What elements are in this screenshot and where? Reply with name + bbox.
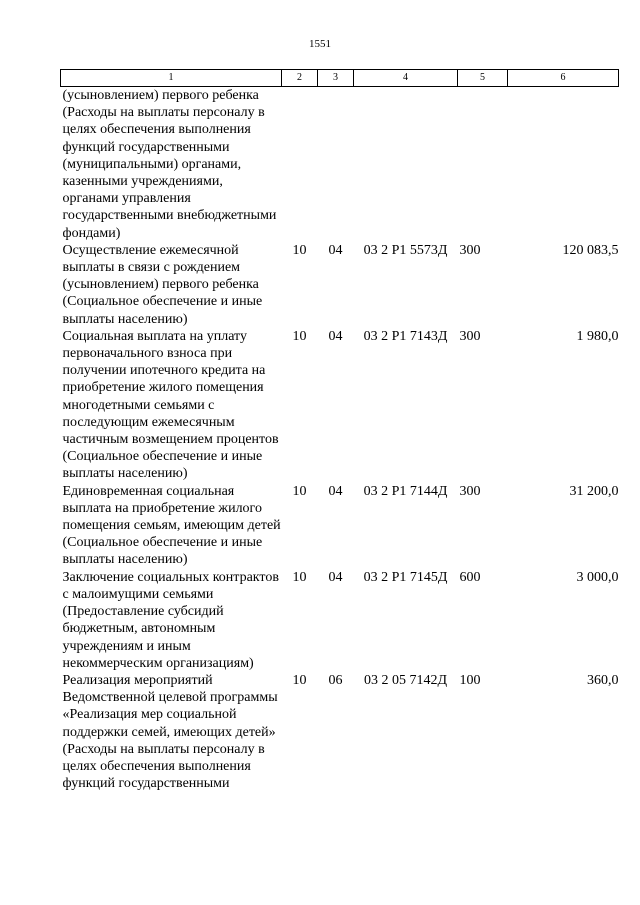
table-row — [61, 87, 619, 242]
budget-table — [60, 69, 619, 792]
row-podrazdel: 04 — [328, 569, 343, 585]
row-csr: 03 2 P1 7145Д — [363, 569, 448, 585]
row-vr: 100 — [459, 672, 481, 688]
row-podrazdel: 06 — [328, 672, 343, 688]
row-name: (усыновлением) первого ребенка (Расходы на выплаты персоналу в целях обеспечения выполнения функций государственными (муниципальными) органами, казенными учреждениями, органами управления государственными внебюджетными фондами) — [62, 88, 277, 241]
table-row — [61, 672, 619, 792]
row-amount — [508, 87, 619, 242]
row-amount: 360,0 — [587, 672, 619, 688]
row-podrazdel: 04 — [328, 242, 343, 258]
row-razdel: 10 — [292, 672, 307, 688]
header-col-5: 5 — [458, 70, 508, 87]
header-col-1: 1 — [61, 70, 282, 87]
row-razdel: 10 — [292, 569, 307, 585]
row-amount: 31 200,0 — [569, 483, 619, 499]
row-amount: 120 083,5 — [562, 242, 619, 258]
row-name: Социальная выплата на уплату первоначального взноса при получении ипотечного кредита на приобретение жилого помещения многодетными семьями с последующим ежемесячным частичным возмещением процентов (Социальное обеспечение и иные выплаты населению) — [62, 328, 279, 482]
header-col-3: 3 — [318, 70, 354, 87]
row-vr: 600 — [459, 569, 481, 585]
header-col-2: 2 — [282, 70, 318, 87]
table-row — [61, 569, 619, 672]
row-name: Единовременная социальная выплата на приобретение жилого помещения семьям, имеющим детей (Социальное обеспечение и иные выплаты населению) — [62, 483, 281, 568]
row-podrazdel — [318, 87, 354, 242]
row-podrazdel: 04 — [328, 483, 343, 499]
row-vr: 300 — [459, 242, 481, 258]
table-row — [61, 483, 619, 569]
row-vr: 300 — [459, 483, 481, 499]
table-header — [61, 70, 619, 87]
row-csr: 03 2 P1 7143Д — [363, 328, 448, 344]
row-amount: 1 980,0 — [576, 328, 619, 344]
table-row — [61, 328, 619, 483]
row-vr — [458, 87, 508, 242]
header-row — [61, 70, 619, 87]
header-col-4: 4 — [354, 70, 458, 87]
page-number: 1551 — [309, 38, 331, 50]
row-razdel: 10 — [292, 483, 307, 499]
row-name: Заключение социальных контрактов с малоимущими семьями (Предоставление субсидий бюджетным, автономным учреждениям и иным некоммерческим организациям) — [62, 569, 279, 671]
row-csr: 03 2 05 7142Д — [363, 672, 448, 688]
table-body — [61, 87, 619, 793]
row-csr: 03 2 P1 7144Д — [363, 483, 448, 499]
row-amount: 3 000,0 — [576, 569, 619, 585]
row-name: Осуществление ежемесячной выплаты в связи с рождением (усыновлением) первого ребенка (Социальное обеспечение и иные выплаты населению) — [62, 242, 263, 327]
row-razdel — [282, 87, 318, 242]
row-podrazdel: 04 — [328, 328, 343, 344]
row-vr: 300 — [459, 328, 481, 344]
row-razdel: 10 — [292, 242, 307, 258]
row-name: Реализация мероприятий Ведомственной целевой программы «Реализация мер социальной поддержки семей, имеющих детей» (Расходы на выплаты персоналу в целях обеспечения выполнения функций государственными — [62, 672, 278, 792]
table-row — [61, 242, 619, 328]
row-csr — [354, 87, 458, 242]
header-col-6: 6 — [508, 70, 619, 87]
row-csr: 03 2 P1 5573Д — [363, 242, 448, 258]
row-razdel: 10 — [292, 328, 307, 344]
